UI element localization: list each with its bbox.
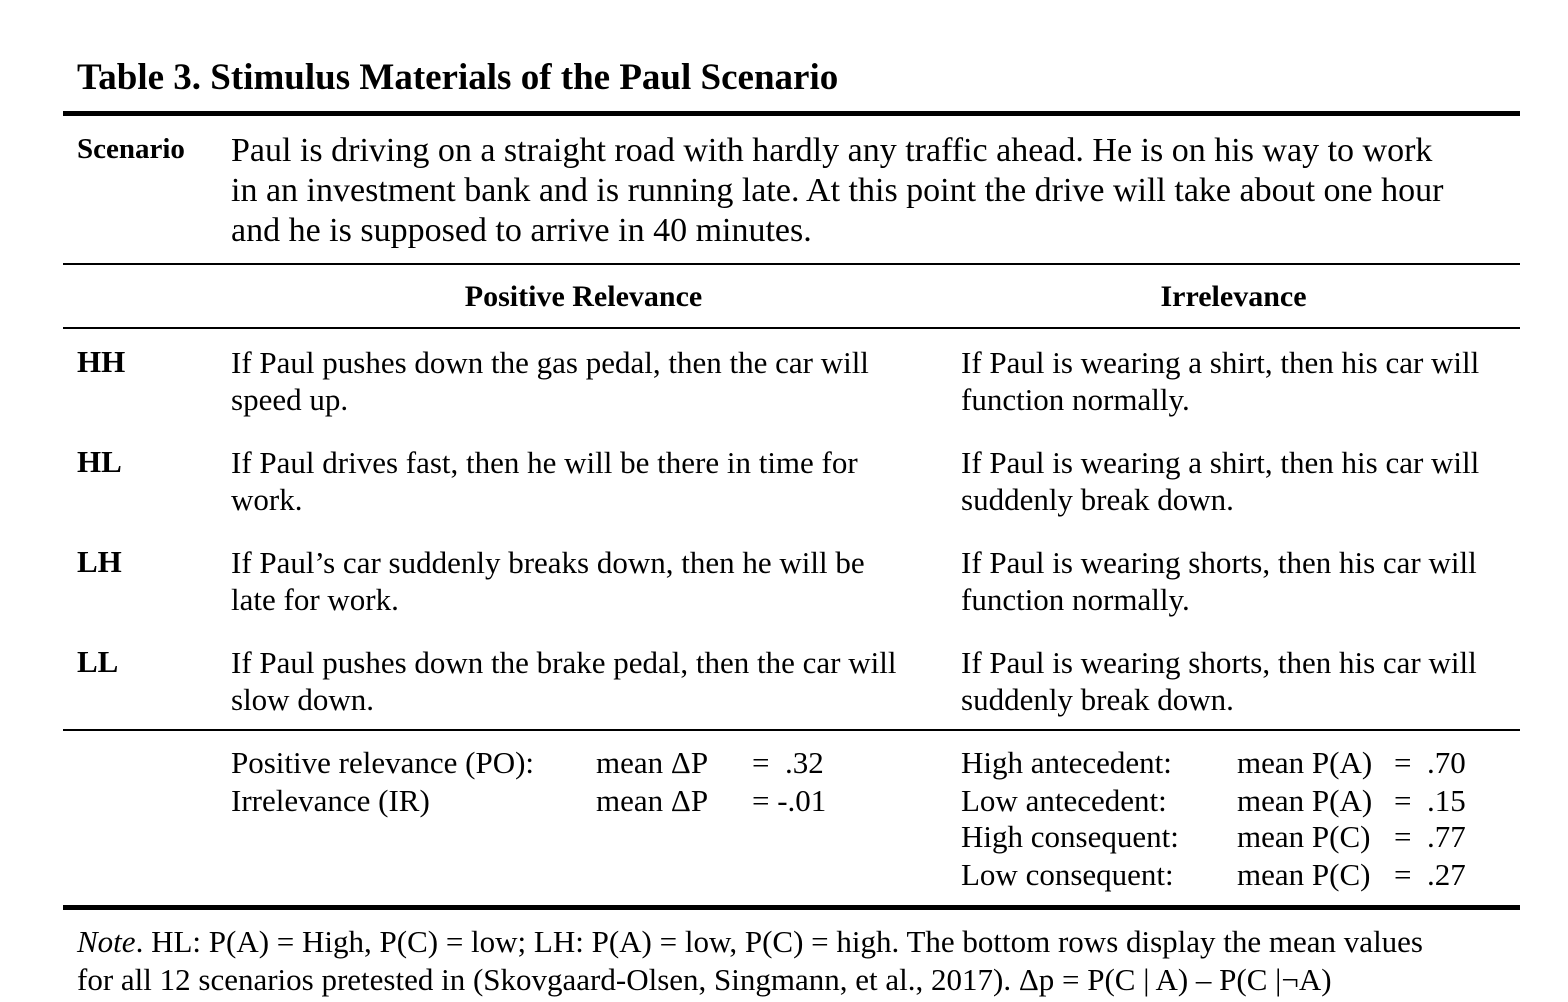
stat-name-low-consequent: Low consequent: [961,857,1174,892]
cell-irrelevance-ll [961,644,1541,718]
scenario-text [231,131,1531,251]
cell-line: function normally. [961,582,1190,617]
cell-irrelevance-hh [961,344,1541,418]
cell-line: If Paul is wearing a shirt, then his car will [961,445,1480,480]
cell-line: If Paul is wearing shorts, then his car will [961,545,1477,580]
stat-value-ir: = -.01 [752,783,827,818]
stat-measure-ir: mean ΔP [596,783,709,818]
row-label-ll: LL [77,644,119,679]
cell-line: If Paul pushes down the gas pedal, then the car will [231,345,869,380]
cell-line: late for work. [231,582,399,617]
stat-measure-low-consequent: mean P(C) [1237,857,1371,892]
stat-value-low-antecedent: = .15 [1394,783,1466,818]
scenario-rule [63,263,1520,265]
table-title: Table 3. Stimulus Materials of the Paul Scenario [77,57,839,98]
header-positive-relevance: Positive Relevance [464,280,703,313]
cell-line: suddenly break down. [961,682,1234,717]
row-label-hh: HH [77,344,126,379]
stat-name-ir: Irrelevance (IR) [231,783,430,818]
cell-line: If Paul drives fast, then he will be there in time for [231,445,858,480]
scenario-line: and he is supposed to arrive in 40 minutes. [231,212,812,249]
cell-line: If Paul is wearing a shirt, then his car will [961,345,1480,380]
scenario-line: in an investment bank and is running late. At this point the drive will take about one hour [231,172,1444,209]
cell-line: If Paul’s car suddenly breaks down, then he will be [231,545,865,580]
scenario-line: Paul is driving on a straight road with hardly any traffic ahead. He is on his way to work [231,132,1433,169]
note-label: Note [77,924,136,959]
table-note [77,923,1527,999]
stat-value-high-consequent: = .77 [1394,819,1466,854]
row-label-lh: LH [77,544,122,579]
note-text-line1: . HL: P(A) = High, P(C) = low; LH: P(A) = low, P(C) = high. The bottom rows display the mean values [135,924,1424,959]
stat-value-po: = .32 [752,745,824,780]
cell-positive-hh [231,344,946,418]
note-line [77,923,1527,961]
stat-measure-low-antecedent: mean P(A) [1237,783,1373,818]
row-label-hl: HL [77,444,122,479]
stat-measure-high-antecedent: mean P(A) [1237,745,1373,780]
stat-measure-po: mean ΔP [596,745,709,780]
cell-line: slow down. [231,682,374,717]
cell-line: If Paul is wearing shorts, then his car will [961,645,1477,680]
bottom-rule [63,905,1520,910]
cell-irrelevance-lh [961,544,1541,618]
cell-line: If Paul pushes down the brake pedal, then the car will [231,645,897,680]
stats-rule [63,729,1520,731]
stat-value-high-antecedent: = .70 [1394,745,1466,780]
cell-line: speed up. [231,382,349,417]
scenario-label: Scenario [77,133,185,165]
cell-irrelevance-hl [961,444,1541,518]
cell-line: work. [231,482,303,517]
stat-name-po: Positive relevance (PO): [231,745,535,780]
stat-name-high-consequent: High consequent: [961,819,1179,854]
cell-line: suddenly break down. [961,482,1234,517]
cell-positive-lh [231,544,946,618]
cell-positive-hl [231,444,946,518]
top-rule [63,111,1520,116]
stat-name-high-antecedent: High antecedent: [961,745,1172,780]
note-text-line2: for all 12 scenarios pretested in (Skovgaard-Olsen, Singmann, et al., 2017). Δp = P(C | A) – P(C |¬A) [77,962,1332,997]
stat-name-low-antecedent: Low antecedent: [961,783,1167,818]
stat-measure-high-consequent: mean P(C) [1237,819,1371,854]
header-rule [63,327,1520,329]
stat-value-low-consequent: = .27 [1394,857,1466,892]
header-irrelevance: Irrelevance [1160,280,1307,313]
cell-line: function normally. [961,382,1190,417]
cell-positive-ll [231,644,946,718]
